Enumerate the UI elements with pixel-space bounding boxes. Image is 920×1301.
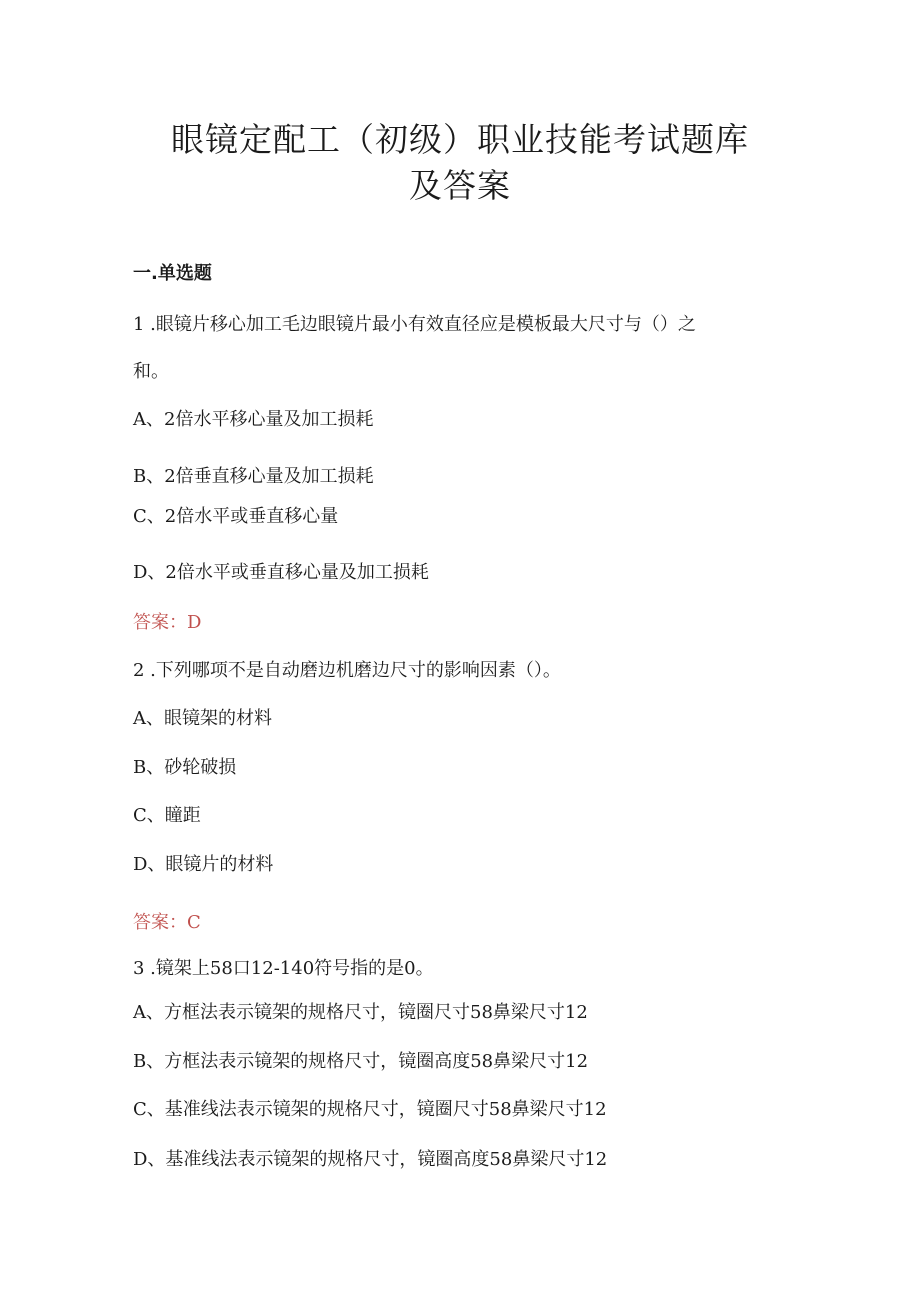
section-heading: 一.单选题 [133,263,212,284]
question-1-option-a: A、2倍水平移心量及加工损耗 [133,409,374,430]
question-1-stem-line-1: 1 .眼镜片移心加工毛边眼镜片最小有效直径应是模板最大尺寸与（）之 [133,314,696,335]
question-1-answer: 答案：D [133,612,202,633]
question-3-option-c: C、基准线法表示镜架的规格尺寸，镜圈尺寸58鼻梁尺寸12 [133,1099,607,1120]
question-2-option-a: A、眼镜架的材料 [133,708,272,729]
title-line-1: 眼镜定配工（初级）职业技能考试题库 [171,120,749,159]
question-1-option-d: D、2倍水平或垂直移心量及加工损耗 [133,562,429,583]
question-3-option-b: B、方框法表示镜架的规格尺寸，镜圈高度58鼻梁尺寸12 [133,1051,589,1072]
question-2-option-d: D、眼镜片的材料 [133,854,274,875]
question-1-option-b: B、2倍垂直移心量及加工损耗 [133,466,374,487]
title-line-2: 及答案 [409,166,511,205]
question-2-option-c: C、瞳距 [133,805,201,826]
question-3-option-d: D、基准线法表示镜架的规格尺寸，镜圈高度58鼻梁尺寸12 [133,1149,608,1170]
question-3-option-a: A、方框法表示镜架的规格尺寸，镜圈尺寸58鼻梁尺寸12 [133,1002,588,1023]
question-3-stem: 3 .镜架上58口12-140符号指的是0。 [133,958,434,979]
question-2-answer: 答案：C [133,912,201,933]
question-1-stem-line-2: 和。 [133,361,169,382]
question-1-option-c: C、2倍水平或垂直移心量 [133,506,339,527]
question-2-option-b: B、砂轮破损 [133,757,237,778]
question-2-stem: 2 .下列哪项不是自动磨边机磨边尺寸的影响因素（）。 [133,660,561,681]
